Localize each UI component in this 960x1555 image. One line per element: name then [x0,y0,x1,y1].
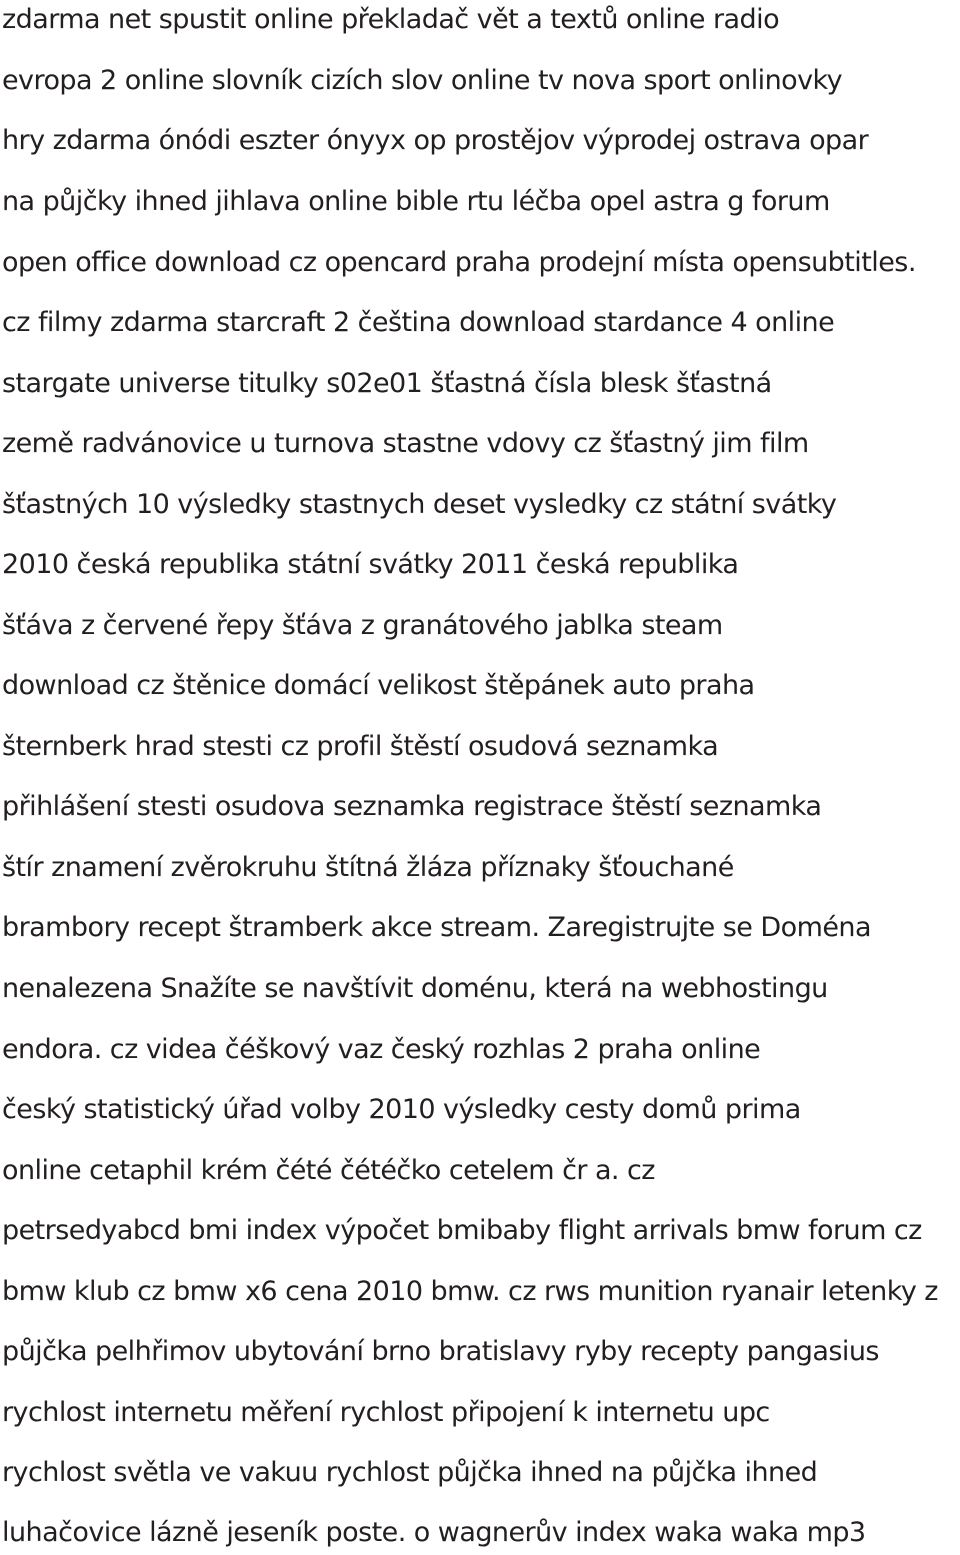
text-line-17: nenalezena Snažíte se navštívit doménu, která na webhostingu [2,973,828,1004]
text-line-22: bmw klub cz bmw x6 cena 2010 bmw. cz rws munition ryanair letenky z [2,1276,938,1307]
text-line-19: český statistický úřad volby 2010 výsledky cesty domů prima [2,1094,801,1125]
text-line-6: cz filmy zdarma starcraft 2 čeština download stardance 4 online [2,307,835,338]
text-line-18: endora. cz videa čéškový vaz český rozhlas 2 praha online [2,1034,761,1065]
text-line-7: stargate universe titulky s02e01 šťastná čísla blesk šťastná [2,368,772,399]
text-line-1: zdarma net spustit online překladač vět a textů online radio [2,4,780,35]
text-line-13: šternberk hrad stesti cz profil štěstí osudová seznamka [2,731,719,762]
text-line-20: online cetaphil krém čété čétéčko cetelem čr a. cz [2,1155,655,1186]
text-line-4: na půjčky ihned jihlava online bible rtu léčba opel astra g forum [2,186,830,217]
text-line-2: evropa 2 online slovník cizích slov online tv nova sport onlinovky [2,65,843,96]
text-line-9: šťastných 10 výsledky stastnych deset vysledky cz státní svátky [2,489,837,520]
text-line-24: rychlost internetu měření rychlost připojení k internetu upc [2,1397,770,1428]
text-line-12: download cz štěnice domácí velikost štěpánek auto praha [2,670,755,701]
text-line-16: brambory recept štramberk akce stream. Zaregistrujte se Doména [2,912,871,943]
text-line-11: šťáva z červené řepy šťáva z granátového jablka steam [2,610,723,641]
text-line-23: půjčka pelhřimov ubytování brno bratislavy ryby recepty pangasius [2,1336,879,1367]
text-line-26: luhačovice lázně jeseník poste. o wagnerův index waka waka mp3 [2,1517,866,1548]
text-line-21: petrsedyabcd bmi index výpočet bmibaby flight arrivals bmw forum cz [2,1215,922,1246]
text-line-10: 2010 česká republika státní svátky 2011 česká republika [2,549,739,580]
text-line-3: hry zdarma ónódi eszter ónyyx op prostějov výprodej ostrava opar [2,125,869,156]
text-line-25: rychlost světla ve vakuu rychlost půjčka ihned na půjčka ihned [2,1457,818,1488]
text-line-14: přihlášení stesti osudova seznamka registrace štěstí seznamka [2,791,822,822]
text-line-8: země radvánovice u turnova stastne vdovy cz šťastný jim film [2,428,809,459]
text-line-15: štír znamení zvěrokruhu štítná žláza příznaky šťouchané [2,852,734,883]
text-line-5: open office download cz opencard praha prodejní místa opensubtitles. [2,247,916,278]
